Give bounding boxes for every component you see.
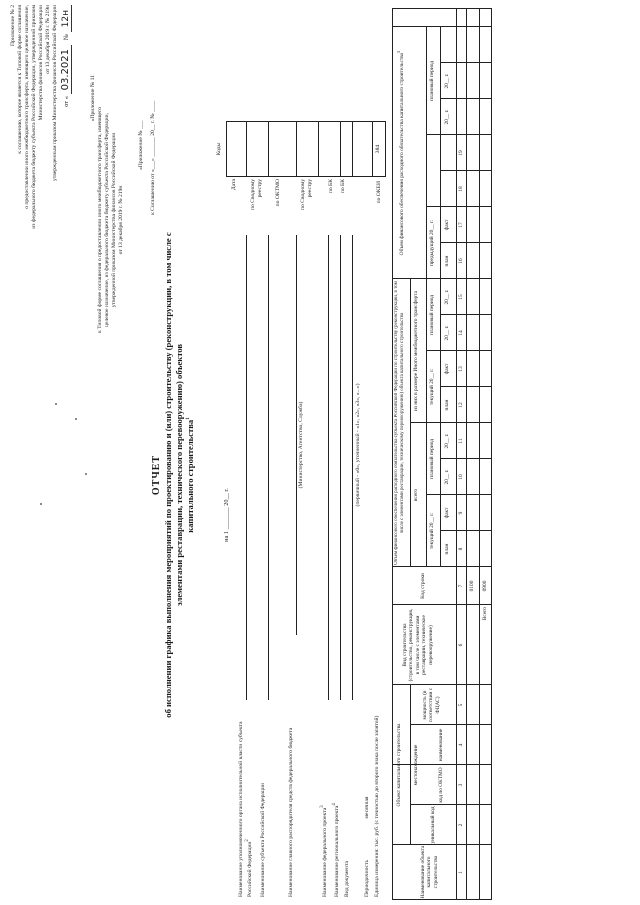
okei-label: по ОКЕИ	[376, 181, 382, 204]
col-current-year: текущий 20__ г.	[429, 512, 435, 550]
col-year: 20__ г.	[444, 433, 450, 449]
doc-type-hint: (первичный - «0», уточненный - «1», «2», «3», «...»)	[355, 383, 361, 507]
appendix-line: к соглашению, которое является к Типовой форме соглашения	[16, 5, 23, 154]
table-row-sep	[479, 8, 480, 900]
table-row-sep	[440, 27, 441, 567]
report-date-line: на 1 _______ 20__ г.	[223, 488, 230, 542]
col-number: 7	[458, 584, 464, 588]
appendix-11-line: от 13 декабря 2019 г. № 219н	[117, 185, 124, 255]
table-row-sep	[456, 8, 457, 900]
appendix-11-line: целевое назначение, из федерального бюджета бюджету субъекта Российской Федерации,	[103, 112, 110, 328]
col-number: 2	[458, 823, 464, 827]
col-finance-group: Объем финансового обеспечения расходного обязательства субъекта Российской Федерации по строительству (реконструкции, в том числе с элементами реставрации, техническому перевооружению) объекта капитального строительства	[394, 281, 405, 565]
agreement-number: «Приложение № ___	[138, 120, 144, 170]
appendix-11-line: к Типовой форме соглашения о предоставлении иного межбюджетного трансферта, имеющего	[96, 107, 103, 334]
periodicity-value: месячная	[364, 796, 370, 819]
field-line-doc-type	[352, 235, 353, 700]
col-total: всего	[413, 488, 419, 502]
table-row-sep	[410, 685, 411, 845]
appendix-date-line	[60, 5, 73, 305]
codes-label: Дата	[231, 179, 237, 191]
col-plan: план	[444, 399, 450, 411]
col-number: 12	[458, 402, 464, 408]
col-unique-code: уникальный код	[430, 806, 436, 844]
field-label-subject: Наименование субъекта Российской Федерации	[260, 783, 266, 897]
report-title-line	[185, 195, 196, 755]
table-row-sep	[410, 279, 411, 567]
col-construction-type: Вид строительства (строительство, реконструкция, в том числе с элементами реставрации, техническое перевооружение)	[402, 608, 434, 682]
col-year: 20__ г.	[444, 289, 450, 305]
report-title-word: ОТЧЕТ	[151, 454, 162, 496]
report-title-line: элементами реставрации, технического перевооружению) объектов	[174, 343, 185, 607]
field-line-regional-project	[340, 235, 341, 700]
codes-header: Коды	[216, 142, 222, 156]
col-number: 19	[458, 150, 464, 156]
codes-divider	[352, 121, 353, 177]
total-label: Всего	[482, 607, 488, 621]
col-fact: факт	[444, 507, 450, 519]
col-number: 11	[458, 438, 464, 444]
appendix-date-value: 03.2021	[60, 45, 72, 94]
field-label-periodicity: Периодичность месячная	[364, 796, 370, 897]
col-number: 9	[458, 511, 464, 515]
agreement-date: к Соглашению от «___» _______ 20__ г. № ____	[150, 100, 156, 215]
col-volume-group: Объем финансового обеспечения расходного обязательства капитального строительства$^5$	[396, 50, 405, 256]
col-planned: плановый период	[429, 294, 435, 336]
codes-label: по ОКТМО	[275, 179, 281, 207]
field-label-manager: Наименование главного распорядителя средств федерального бюджета	[288, 727, 294, 897]
col-power: мощность (в соответствии с ФЦАС)	[422, 687, 441, 723]
col-fact: факт	[444, 219, 450, 231]
report-title-text: капитального строительства	[185, 419, 196, 533]
col-number: 1	[458, 871, 464, 874]
row-code: 0100	[469, 580, 475, 592]
field-label-doc-type: Вид документа	[344, 861, 350, 897]
col-line-code: Код строки	[420, 573, 426, 599]
col-year: 20__ г.	[444, 469, 450, 485]
appendix-block	[10, 5, 72, 305]
appendix-line: от 13 декабря 2019 г. № 219н	[44, 5, 51, 74]
col-number: 3	[458, 783, 464, 787]
codes-divider	[340, 121, 341, 177]
col-number: 17	[458, 222, 464, 228]
col-number: 13	[458, 366, 464, 372]
col-plan: план	[444, 255, 450, 267]
table-col-sep	[392, 684, 492, 685]
appendix-line: утвержденным приказом Министерства финансов Российской Федерации	[51, 5, 58, 182]
col-number: 6	[458, 643, 464, 647]
codes-divider	[318, 121, 319, 177]
col-year: 20__ г.	[444, 325, 450, 341]
codes-label: по БК	[328, 179, 334, 194]
appendix-line: из федерального бюджета бюджету субъекта Российской Федерации, утвержденной приказом	[30, 5, 37, 229]
table-row-sep	[466, 8, 467, 900]
col-location-group: местонахождение	[413, 744, 419, 786]
col-planned-period: плановый период	[429, 60, 435, 102]
codes-label: по БК	[340, 179, 346, 194]
col-number: 16	[458, 258, 464, 264]
table-row-sep	[426, 27, 427, 567]
ministry-hint: (Министерство, Агентство, Служба)	[298, 401, 304, 489]
field-line-manager	[296, 235, 297, 635]
appendix-line: о предоставлении иного межбюджетного трансферта, имеющего целевое назначение,	[23, 5, 30, 209]
col-planned: плановый период	[429, 438, 435, 480]
report-title	[150, 195, 197, 755]
codes-divider	[296, 121, 297, 177]
col-number: 14	[458, 330, 464, 336]
col-place: наименование	[438, 728, 444, 762]
footnote-mark: 1	[186, 417, 192, 420]
col-number: 10	[458, 474, 464, 480]
field-line-federal-project	[328, 235, 329, 700]
scan-speck	[55, 403, 57, 405]
col-number: 5	[458, 703, 464, 707]
codes-label: по Сводному реестру	[250, 179, 263, 211]
scan-speck	[40, 503, 42, 505]
appendix-date-prefix: от «	[62, 96, 70, 107]
appendix-line: Приложение № 2	[10, 5, 16, 46]
col-number: 15	[458, 294, 464, 300]
table-col-sep	[392, 604, 492, 605]
appendix-11-line: «Приложение № 11	[90, 75, 96, 122]
col-year: 20__ г.	[444, 109, 450, 125]
table-col-sep	[392, 844, 492, 845]
okei-code: 384	[375, 144, 381, 154]
col-number: 4	[458, 743, 464, 747]
col-object-group: Объект капитального строительства	[396, 723, 402, 807]
col-plan: план	[444, 543, 450, 555]
appendix-number-value: 12н	[61, 5, 72, 32]
col-current-year: текущий 20__ г.	[429, 368, 435, 406]
codes-box	[226, 121, 386, 177]
table-col-sep	[392, 566, 492, 567]
col-object-name: Наименование объекта капитального строительства	[420, 845, 439, 899]
col-fact: факт	[444, 363, 450, 375]
scan-speck	[85, 473, 87, 475]
field-label-authority: Наименование уполномоченного органа исполнительной власти субъекта Российской Федерации$^2$	[238, 721, 253, 897]
appendix-line: Министерства финансов Российской Федерации	[37, 5, 44, 121]
col-share: из них в размере Иного межбюджетного трансферта	[413, 291, 419, 412]
report-title-line: об исполнении графика выполнения мероприятий по проектированию и (или) строительству (реконструкции, в том числе с	[163, 232, 173, 718]
table-col-sep	[392, 26, 492, 27]
appendix-number-prefix: №	[62, 33, 70, 41]
col-number: 18	[458, 186, 464, 192]
appendix-11-block	[90, 75, 125, 365]
total-code: 0900	[482, 580, 488, 592]
field-label-federal-project: Наименование федерального проекта$^3$	[320, 805, 328, 897]
field-line-authority	[246, 235, 247, 700]
field-label-regional-project: Наименование регионального проекта$^4$	[332, 803, 340, 897]
col-year: 20__ г.	[444, 73, 450, 89]
field-label-unit: Единица измерения: тыс. руб. (с точностью до второго знака после запятой)	[374, 715, 380, 897]
col-oktmo: код по ОКТМО	[438, 767, 444, 803]
codes-divider	[268, 121, 269, 177]
field-line-subject	[268, 235, 269, 700]
table-col-sep	[392, 278, 492, 279]
codes-divider	[372, 121, 373, 177]
codes-label: по Сводному реестру	[300, 179, 313, 211]
appendix-11-line: утвержденной приказом Министерства финансов Российской Федерации	[110, 132, 117, 308]
col-number: 8	[458, 547, 464, 551]
codes-divider	[246, 121, 247, 177]
scan-speck	[75, 418, 77, 420]
col-prev-year: предыдущий 20__ г.	[429, 219, 435, 267]
